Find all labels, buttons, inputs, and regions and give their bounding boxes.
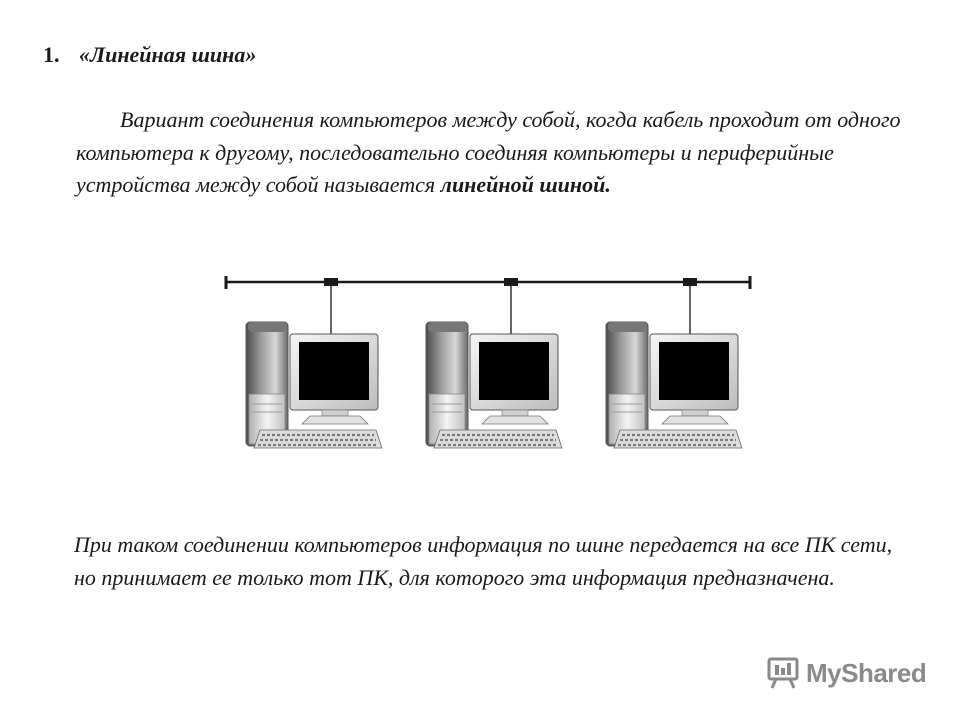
computer-2 [426,322,562,448]
computer-3 [606,322,742,448]
presentation-board-icon [766,656,800,690]
watermark-brand: MyShared [806,657,927,688]
heading-number: 1. [43,42,60,67]
definition-emphasis: линейной шиной. [440,172,611,197]
bus-tap-2 [504,278,518,286]
explanation-paragraph: При таком соединении компьютеров информация по шине передается на все ПК сети, но принимает ее только тот ПК, для которого эта информация предназначена. [74,532,893,590]
definition-text: Вариант соединения компьютеров между собой, когда кабель проходит от одного компьютера к другому, последовательно соединяя компьютеры и периферийные устройства между собой называется [76,107,901,197]
computer-1 [246,322,382,448]
watermark-logo[interactable] [766,656,926,690]
heading-title: «Линейная шина» [79,42,257,67]
bus-tap-1 [324,278,338,286]
bus-tap-3 [683,278,697,286]
